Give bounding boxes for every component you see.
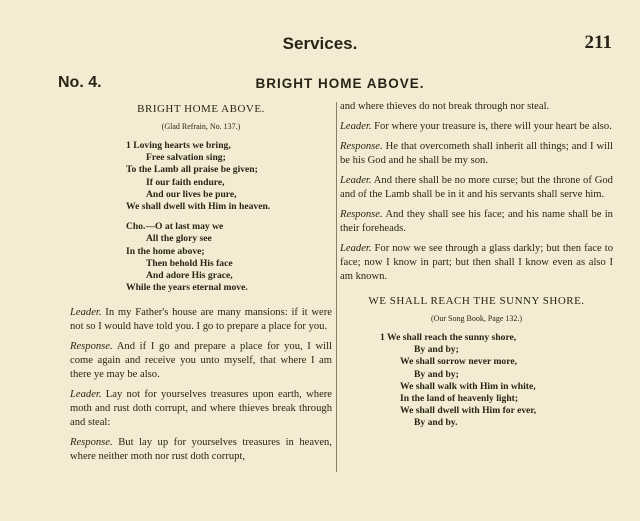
- speaker-label: Leader.: [70, 389, 102, 401]
- reading-paragraph: [70, 388, 332, 430]
- right-column: [340, 100, 613, 430]
- verse-line: If our faith endure,: [146, 176, 225, 188]
- reading-text: And there shall be no more curse; but the throne of God and of the Lamb shall be in it and his servants shall serve him.: [340, 175, 613, 200]
- reading-paragraph: [340, 208, 613, 236]
- speaker-label: Response.: [70, 341, 113, 353]
- column-divider: [336, 102, 337, 472]
- verse-line: 1 Loving hearts we bring,: [126, 140, 231, 151]
- service-title: BRIGHT HOME ABOVE.: [255, 76, 425, 91]
- verse-line: Cho.—O at last may we: [126, 221, 224, 233]
- reading-paragraph: [340, 120, 613, 134]
- left-column: [70, 100, 332, 470]
- reading-paragraph: [70, 340, 332, 382]
- reading-text: He that overcometh shall inherit all things; and I will be his God and he shall be my son.: [340, 141, 613, 166]
- speaker-label: Leader.: [340, 121, 372, 132]
- speaker-label: Response.: [340, 141, 383, 152]
- page-number: 211: [584, 32, 612, 53]
- verse-line: By and by;: [414, 368, 459, 380]
- verse-line: 1 We shall reach the sunny shore,: [380, 332, 517, 343]
- reading-text: Lay not for yourselves treasures upon earth, where moth and rust doth corrupt, and where thieves break through and steal:: [70, 389, 332, 429]
- reading-paragraph: [70, 436, 332, 464]
- reading-paragraph: [70, 306, 332, 334]
- verse-line: Free salvation sing;: [146, 152, 226, 164]
- reading-text: For where your treasure is, there will your heart be also.: [374, 121, 612, 132]
- responsive-reading: [70, 306, 332, 464]
- reading-paragraph: [340, 140, 613, 168]
- hymn-title: BRIGHT HOME ABOVE.: [137, 103, 265, 115]
- reading-paragraph: [340, 100, 613, 114]
- speaker-label: Response.: [70, 437, 113, 449]
- verse-line: While the years eternal move.: [126, 282, 248, 294]
- responsive-reading: [340, 100, 613, 284]
- reading-text: But lay up for yourselves treasures in heaven, where neither moth nor rust doth corrupt,: [70, 437, 332, 463]
- reading-text: and where thieves do not break through nor steal.: [340, 101, 550, 112]
- verse-line: And our lives be pure,: [146, 188, 237, 200]
- hymn-chorus: [126, 221, 332, 294]
- verse-line: We shall walk with Him in white,: [400, 380, 536, 392]
- speaker-label: Leader.: [70, 307, 102, 319]
- speaker-label: Leader.: [340, 175, 372, 186]
- verse-line: To the Lamb all praise be given;: [126, 164, 258, 176]
- speaker-label: Response.: [340, 209, 383, 220]
- verse-line: We shall sorrow never more,: [400, 356, 517, 368]
- hymn-reference: (Our Song Book, Page 132.): [430, 314, 523, 323]
- reading-paragraph: [340, 174, 613, 202]
- reading-text: And if I go and prepare a place for you, I will come again and receive you unto myself, that where I am there ye may be also.: [70, 341, 332, 381]
- service-number: No. 4.: [58, 74, 102, 91]
- verse-line: In the land of heavenly light;: [400, 393, 519, 405]
- speaker-label: Leader.: [340, 243, 372, 254]
- reading-text: For now we see through a glass darkly; but then face to face; now I know in part; but then shall I know even as also I am known.: [340, 243, 613, 282]
- hymn-reference: (Glad Refrain, No. 137.): [161, 122, 241, 131]
- verse-line: In the home above;: [126, 245, 205, 257]
- verse-line: All the glory see: [146, 233, 212, 245]
- verse-line: We shall dwell with Him in heaven.: [126, 201, 271, 213]
- hymn-title: WE SHALL REACH THE SUNNY SHORE.: [368, 295, 585, 307]
- hymn-verse: [380, 332, 613, 430]
- verse-line: Then behold His face: [146, 257, 233, 269]
- verse-line: And adore His grace,: [146, 270, 233, 282]
- verse-line: By and by;: [414, 344, 459, 356]
- verse-line: We shall dwell with Him for ever,: [400, 405, 537, 417]
- running-header: Services.: [282, 34, 358, 53]
- verse-line: By and by.: [414, 417, 458, 429]
- hymn-verse: [126, 140, 332, 213]
- reading-paragraph: [340, 242, 613, 284]
- reading-text: In my Father's house are many mansions: if it were not so I would have told you. I go to prepare a place for you.: [70, 307, 332, 333]
- reading-text: And they shall see his face; and his name shall be in their foreheads.: [340, 209, 613, 234]
